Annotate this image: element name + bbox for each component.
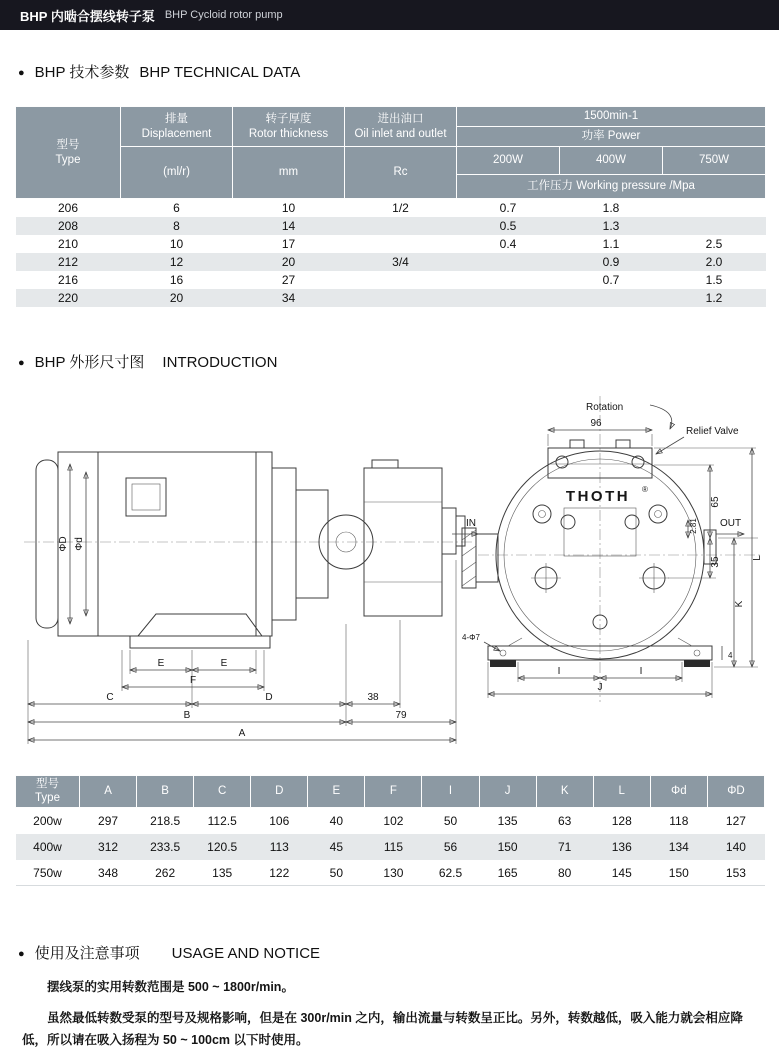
dim-label-i: I: [639, 665, 643, 677]
table-row: [16, 808, 765, 834]
cell: 153: [725, 865, 746, 880]
cell: 135: [212, 865, 233, 880]
cell: 20: [169, 290, 184, 305]
label-zh: 型号: [36, 777, 59, 790]
dim-label-38: 38: [367, 691, 379, 703]
label-zh: 进出油口: [377, 112, 424, 125]
page-title-zh: BHP 内啮合摆线转子泵: [20, 8, 155, 24]
cell: 3/4: [392, 254, 409, 269]
cell: 34: [281, 290, 296, 305]
bullet-icon: ●: [18, 67, 25, 79]
cell: 312: [98, 839, 119, 854]
cell: [345, 217, 457, 235]
relief-valve-label: Relief Valve: [686, 425, 739, 437]
page-title-bar: [0, 0, 779, 30]
dim-label-65: 65: [710, 495, 721, 508]
cell: 122: [269, 865, 290, 880]
outline-heading: [18, 351, 779, 372]
cell: 20: [281, 254, 296, 269]
dim-label-b: B: [183, 709, 191, 721]
heading-en: INTRODUCTION: [162, 353, 278, 371]
cell: 10: [281, 200, 296, 215]
cell: [457, 289, 560, 307]
cell: 1.2: [705, 290, 723, 305]
table-row: [16, 199, 766, 217]
header-working-pressure: 工作压力 Working pressure /Mpa: [457, 175, 766, 199]
label-zh: 型号: [56, 138, 80, 151]
dimension-table: [15, 775, 765, 887]
header-displacement-unit: (ml/r): [121, 147, 233, 199]
cell: 2.5: [705, 236, 723, 251]
dim-label-i: I: [557, 665, 561, 677]
cell: 1/2: [392, 200, 409, 215]
col-header-type: [16, 107, 121, 199]
col-header-a: A: [80, 775, 137, 808]
header-oil-unit: Rc: [345, 147, 457, 199]
table-row: [16, 289, 766, 307]
cell: 140: [725, 839, 746, 854]
cell: 135: [497, 814, 518, 829]
cell: 112.5: [207, 814, 237, 829]
cell: [560, 289, 663, 307]
col-header-l: L: [593, 775, 650, 808]
in-port-label: IN: [466, 517, 476, 529]
cell: 113: [269, 839, 289, 854]
cell: 8: [173, 218, 180, 233]
col-header-type: [16, 775, 80, 808]
cell: [663, 199, 766, 217]
cell: 45: [329, 839, 344, 854]
heading-en: USAGE AND NOTICE: [171, 945, 321, 963]
cell: [663, 217, 766, 235]
dim-label-a: A: [238, 727, 246, 739]
header-rotor-unit: mm: [233, 147, 345, 199]
out-port-label: OUT: [720, 517, 742, 529]
cell: [457, 253, 560, 271]
label-en: Rotor thickness: [248, 127, 329, 140]
table-row: [16, 253, 766, 271]
col-header-displacement: [121, 107, 233, 147]
cell: 50: [329, 865, 344, 880]
cell: 200w: [33, 814, 62, 829]
cell: 102: [383, 814, 404, 829]
cell: 2.0: [705, 254, 723, 269]
cell: 50: [443, 814, 458, 829]
cell: 71: [557, 839, 572, 854]
cell: 262: [155, 865, 176, 880]
usage-heading: [18, 942, 779, 963]
header-speed: 1500min-1: [457, 107, 766, 127]
rotation-label: Rotation: [586, 401, 624, 413]
cell: 206: [57, 200, 79, 215]
usage-paragraph-2: 虽然最低转数受泵的型号及规格影响，但是在 300r/min 之内，输出流量与转数呈正比。另外，转数越低，吸入能力就会相应降低，所以请在吸入扬程为 50 ~ 100cm 以下时使用。: [22, 1011, 743, 1048]
cell: 6: [173, 200, 180, 215]
cell: 106: [269, 814, 290, 829]
outline-drawing: [10, 380, 779, 763]
dim-label-4: 4: [728, 650, 733, 660]
cell: 1.1: [602, 236, 620, 251]
registered-mark-icon: ®: [642, 484, 648, 494]
mount-holes-label: 4-Φ7: [462, 632, 480, 642]
table-row: [16, 271, 766, 289]
pump-front-view: [462, 396, 762, 702]
technical-data-table: [15, 106, 766, 307]
col-header-phi-d-outer: ΦD: [707, 775, 764, 808]
dim-label-c: C: [106, 691, 114, 703]
cell: 0.7: [602, 272, 620, 287]
cell: 212: [57, 254, 79, 269]
technical-data-heading: [18, 61, 779, 82]
header-200w: 200W: [457, 147, 560, 175]
side-view-dimensions: [28, 560, 456, 744]
col-header-b: B: [137, 775, 194, 808]
header-750w: 750W: [663, 147, 766, 175]
dim-label-phi-d-inner: Φd: [74, 536, 85, 551]
dim-label-d: D: [265, 691, 273, 703]
pump-side-view: [24, 452, 474, 648]
cell: [345, 235, 457, 253]
cell: 136: [611, 839, 632, 854]
col-header-c: C: [194, 775, 251, 808]
bullet-icon: ●: [18, 948, 25, 961]
brand-logo: THOTH: [565, 487, 631, 505]
dim-label-79: 79: [395, 709, 407, 721]
cell: 115: [383, 839, 403, 854]
dim-label-j: J: [597, 681, 603, 693]
cell: 118: [669, 814, 689, 829]
cell: 14: [281, 218, 296, 233]
label-en: Displacement: [141, 127, 212, 140]
col-header-k: K: [536, 775, 593, 808]
cell: 27: [281, 272, 296, 287]
cell: 0.4: [499, 236, 517, 251]
dim-label-phi-d-outer: ΦD: [58, 535, 69, 552]
dim-label-l: L: [752, 554, 763, 561]
cell: [345, 289, 457, 307]
cell: 1.5: [705, 272, 723, 287]
cell: 0.7: [499, 200, 517, 215]
cell: 62.5: [438, 865, 463, 880]
dim-label-35: 35: [710, 555, 721, 568]
pump-dimension-drawing: [10, 380, 768, 758]
dim-label-96: 96: [590, 417, 602, 429]
usage-paragraph-1: 摆线泵的实用转数范围是 500 ~ 1800r/min。: [47, 980, 294, 995]
cell: 348: [98, 865, 119, 880]
cell: 0.9: [602, 254, 620, 269]
cell: 0.5: [499, 218, 517, 233]
header-power: 功率 Power: [457, 127, 766, 147]
col-header-i: I: [422, 775, 479, 808]
cell: 150: [497, 839, 518, 854]
cell: 150: [668, 865, 689, 880]
label-zh: 排量: [165, 112, 188, 125]
bullet-icon: ●: [18, 356, 25, 369]
col-header-e: E: [308, 775, 365, 808]
cell: [457, 271, 560, 289]
cell: 130: [383, 865, 404, 880]
cell: 218.5: [150, 814, 181, 829]
cell: 750w: [33, 865, 62, 880]
cell: 208: [57, 218, 79, 233]
cell: 80: [557, 865, 572, 880]
cell: 63: [557, 814, 572, 829]
cell: 216: [57, 272, 79, 287]
table-row: [16, 834, 765, 860]
cell: 134: [668, 839, 689, 854]
heading-zh: BHP 技术参数: [34, 64, 130, 81]
cell: 400w: [33, 839, 62, 854]
cell: 56: [443, 839, 458, 854]
cell: 17: [281, 236, 296, 251]
heading-zh: 使用及注意事项: [34, 945, 140, 963]
cell: 12: [169, 254, 184, 269]
cell: 1.8: [602, 200, 620, 215]
col-header-d: D: [251, 775, 308, 808]
dim-label-2-81: 2.81: [689, 517, 698, 534]
heading-en: BHP TECHNICAL DATA: [139, 64, 301, 81]
dim-label-e: E: [220, 657, 228, 669]
cell: [345, 271, 457, 289]
cell: 297: [98, 814, 119, 829]
col-header-oil-port: [345, 107, 457, 147]
table-row: [16, 235, 766, 253]
cell: 145: [611, 865, 632, 880]
usage-notes: [22, 977, 757, 1052]
cell: 128: [611, 814, 632, 829]
header-400w: 400W: [560, 147, 663, 175]
cell: 10: [169, 236, 184, 251]
cell: 120.5: [207, 839, 238, 854]
cell: 1.3: [602, 218, 620, 233]
label-en: Type: [55, 153, 81, 166]
table-row: [16, 217, 766, 235]
dim-label-e: E: [157, 657, 165, 669]
cell: 16: [169, 272, 184, 287]
cell: 127: [725, 814, 746, 829]
dim-label-k: K: [734, 600, 745, 607]
col-header-phi-d-inner: Φd: [650, 775, 707, 808]
cell: 210: [57, 236, 79, 251]
col-header-j: J: [479, 775, 536, 808]
cell: 233.5: [150, 839, 181, 854]
col-header-f: F: [365, 775, 422, 808]
page-title-en: BHP Cycloid rotor pump: [164, 9, 283, 21]
label-en: Type: [35, 792, 60, 805]
label-en: Oil inlet and outlet: [354, 127, 447, 140]
cell: 40: [329, 814, 344, 829]
label-zh: 转子厚度: [265, 112, 312, 125]
heading-zh: BHP 外形尺寸图: [34, 353, 145, 371]
cell: 220: [57, 290, 79, 305]
dim-label-f: F: [189, 674, 197, 686]
cell: 165: [497, 865, 518, 880]
table-row: [16, 860, 765, 886]
col-header-rotor-thickness: [233, 107, 345, 147]
